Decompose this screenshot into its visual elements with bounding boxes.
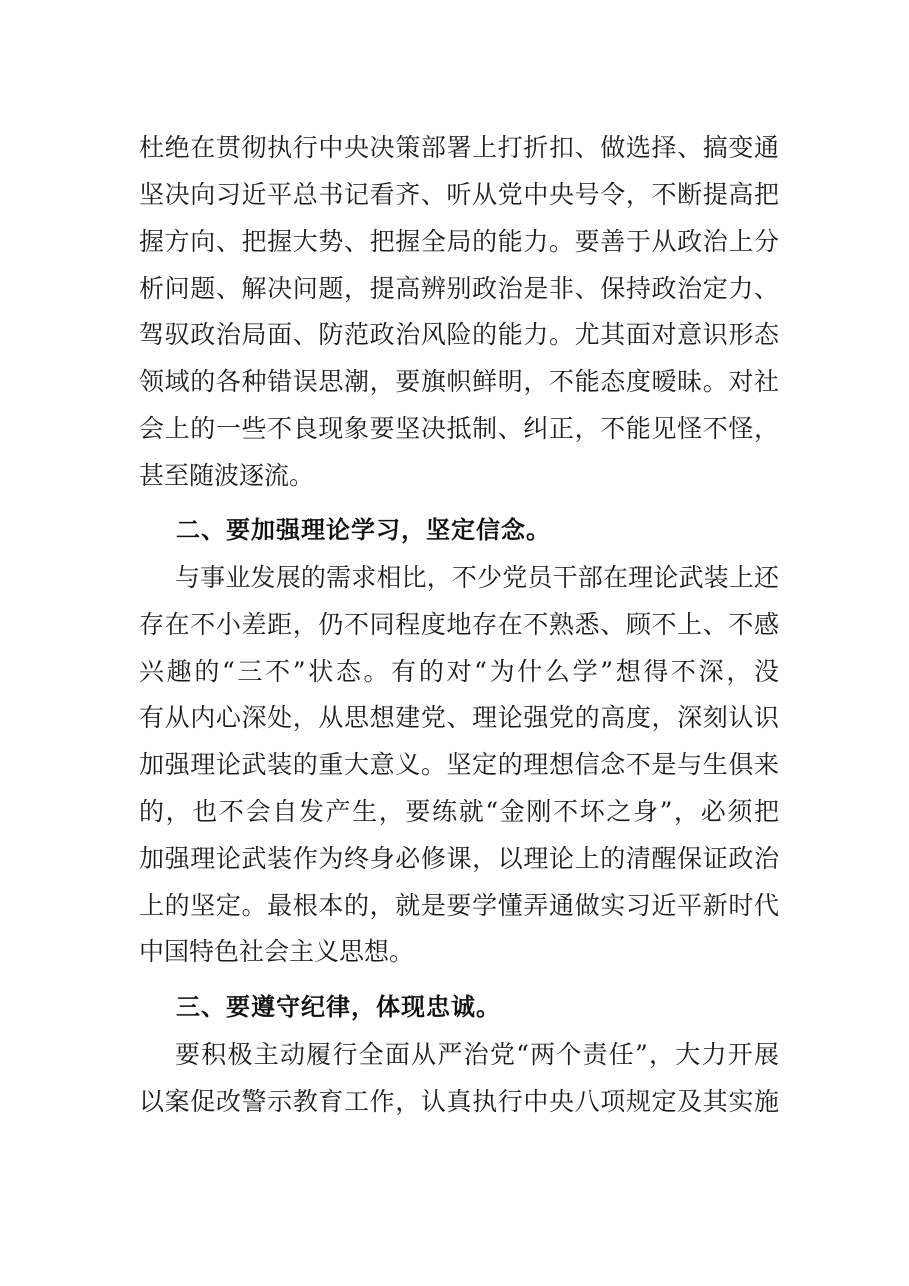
paragraph-line: 的，也不会自发产生，要练就“金刚不坏之身”，必须把 [139, 797, 779, 826]
section-heading-2: 二、要加强理论学习，坚定信念。 [176, 516, 551, 544]
paragraph-line: 坚决向习近平总书记看齐、听从党中央号令，不断提高把 [139, 180, 779, 209]
paragraph-line: 要积极主动履行全面从严治党“两个责任”，大力开展 [175, 1040, 779, 1069]
paragraph-line: 与事业发展的需求相比，不少党员干部在理论武装上还 [175, 563, 779, 592]
paragraph-line: 存在不小差距，仍不同程度地存在不熟悉、顾不上、不感 [139, 610, 779, 639]
paragraph-line: 有从内心深处，从思想建党、理论强党的高度，深刻认识 [139, 703, 779, 732]
paragraph-line: 会上的一些不良现象要坚决抵制、纠正，不能见怪不怪， [139, 414, 779, 443]
paragraph-line: 杜绝在贯彻执行中央决策部署上打折扣、做选择、搞变通 [139, 133, 779, 162]
paragraph-line: 加强理论武装的重大意义。坚定的理想信念不是与生俱来 [139, 750, 779, 779]
paragraph-line: 驾驭政治局面、防范政治风险的能力。尤其面对意识形态 [139, 320, 779, 349]
paragraph-line: 加强理论武装作为终身必修课，以理论上的清醒保证政治 [139, 844, 779, 873]
paragraph-line: 以案促改警示教育工作，认真执行中央八项规定及其实施 [139, 1087, 779, 1116]
paragraph-line: 握方向、把握大势、把握全局的能力。要善于从政治上分 [139, 227, 779, 256]
paragraph-line: 析问题、解决问题，提高辨别政治是非、保持政治定力、 [139, 274, 779, 303]
paragraph-line: 中国特色社会主义思想。 [139, 937, 415, 966]
paragraph-line: 甚至随波逐流。 [139, 461, 315, 490]
paragraph-line: 兴趣的“三不”状态。有的对“为什么学”想得不深，没 [139, 657, 779, 686]
section-heading-3: 三、要遵守纪律，体现忠诚。 [176, 993, 501, 1021]
paragraph-line: 上的坚定。最根本的，就是要学懂弄通做实习近平新时代 [139, 891, 779, 920]
paragraph-line: 领域的各种错误思潮，要旗帜鲜明，不能态度暧昧。对社 [139, 367, 779, 396]
